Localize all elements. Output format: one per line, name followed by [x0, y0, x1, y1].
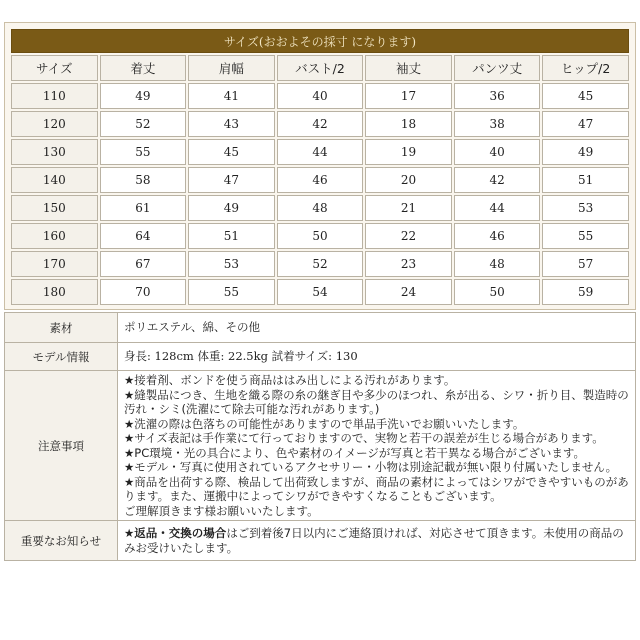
- size-value: 170: [11, 251, 98, 277]
- measurement-cell: 53: [188, 251, 275, 277]
- size-row: [11, 83, 629, 109]
- measurement-cell: 58: [100, 167, 187, 193]
- size-value: 110: [11, 83, 98, 109]
- size-value: 180: [11, 279, 98, 305]
- size-row: [11, 139, 629, 165]
- measurement-cell: 61: [100, 195, 187, 221]
- measurement-cell: 48: [277, 195, 364, 221]
- size-row: [11, 167, 629, 193]
- size-row: [11, 279, 629, 305]
- measurement-cell: 51: [542, 167, 629, 193]
- size-row: [11, 223, 629, 249]
- measurement-cell: 54: [277, 279, 364, 305]
- size-value: 140: [11, 167, 98, 193]
- measurement-cell: 18: [365, 111, 452, 137]
- note-item: ★縫製品につき、生地を織る際の糸の継ぎ目や多少のほつれ、糸が出る、シワ・折り目、製造時の汚れ・シミ(洗濯にて除去可能な汚れがあります。): [124, 387, 629, 416]
- model-value: 身長: 128cm 体重: 22.5kg 試着サイズ: 130: [118, 343, 636, 371]
- measurement-cell: 59: [542, 279, 629, 305]
- important-rest: はご到着後7日以内にご連絡頂ければ、対応させて頂きます。未使用の商品のみお受けいたします。: [124, 526, 624, 555]
- measurement-cell: 24: [365, 279, 452, 305]
- measurement-cell: 44: [277, 139, 364, 165]
- size-table-body: [11, 83, 629, 305]
- size-table-header-row: [11, 55, 629, 81]
- size-value: 120: [11, 111, 98, 137]
- material-row: [5, 313, 636, 343]
- measurement-cell: 53: [542, 195, 629, 221]
- note-item: ★サイズ表記は手作業にて行っておりますので、実物と若干の誤差が生じる場合があります。: [124, 431, 604, 445]
- size-value: 130: [11, 139, 98, 165]
- size-row: [11, 195, 629, 221]
- measurement-cell: 47: [188, 167, 275, 193]
- measurement-cell: 45: [188, 139, 275, 165]
- notes-label: 注意事項: [5, 371, 118, 521]
- measurement-cell: 49: [188, 195, 275, 221]
- measurement-cell: 44: [454, 195, 541, 221]
- size-header-cell: 肩幅: [188, 55, 275, 81]
- model-label: モデル情報: [5, 343, 118, 371]
- note-item: ★接着剤、ボンドを使う商品ははみ出しによる汚れがあります。: [124, 373, 456, 387]
- measurement-cell: 46: [277, 167, 364, 193]
- measurement-cell: 57: [542, 251, 629, 277]
- size-header-cell: 袖丈: [365, 55, 452, 81]
- measurement-cell: 23: [365, 251, 452, 277]
- material-label: 素材: [5, 313, 118, 343]
- model-row: [5, 343, 636, 371]
- important-label: 重要なお知らせ: [5, 521, 118, 561]
- measurement-cell: 50: [454, 279, 541, 305]
- size-table-caption: サイズ(おおよその採寸 になります): [11, 29, 629, 53]
- measurement-cell: 40: [454, 139, 541, 165]
- info-table: [4, 312, 636, 561]
- measurement-cell: 40: [277, 83, 364, 109]
- note-item: ご理解頂きます様お願いいたします。: [124, 503, 319, 518]
- size-row: [11, 111, 629, 137]
- measurement-cell: 38: [454, 111, 541, 137]
- measurement-cell: 21: [365, 195, 452, 221]
- note-item: ★商品を出荷する際、検品して出荷致しますが、商品の素材によってはシワができやすいものがあります。また、運搬中によってシワができやすくなることもございます。: [124, 474, 629, 503]
- measurement-cell: 55: [542, 223, 629, 249]
- size-header-cell: ヒップ/2: [542, 55, 629, 81]
- size-value: 160: [11, 223, 98, 249]
- measurement-cell: 48: [454, 251, 541, 277]
- note-item: ★PC環境・光の具合により、色や素材のイメージが写真と若干異なる場合がございます。: [124, 445, 586, 460]
- measurement-cell: 67: [100, 251, 187, 277]
- measurement-cell: 17: [365, 83, 452, 109]
- size-header-cell: 着丈: [100, 55, 187, 81]
- important-bold: ★返品・交換の場合: [124, 526, 227, 540]
- measurement-cell: 36: [454, 83, 541, 109]
- notes-list: [118, 371, 636, 521]
- measurement-cell: 20: [365, 167, 452, 193]
- measurement-cell: 41: [188, 83, 275, 109]
- note-item: ★洗濯の際は色落ちの可能性がありますので単品手洗いでお願いいたします。: [124, 416, 525, 431]
- measurement-cell: 55: [100, 139, 187, 165]
- measurement-cell: 19: [365, 139, 452, 165]
- note-item: ★モデル・写真に使用されているアクセサリー・小物は別途記載が無い限り付属いたしません。: [124, 460, 618, 474]
- measurement-cell: 47: [542, 111, 629, 137]
- important-value: [118, 521, 636, 561]
- size-header-cell: バスト/2: [277, 55, 364, 81]
- notes-row: [5, 371, 636, 521]
- size-value: 150: [11, 195, 98, 221]
- measurement-cell: 50: [277, 223, 364, 249]
- measurement-cell: 52: [277, 251, 364, 277]
- size-table: [9, 27, 631, 307]
- measurement-cell: 49: [542, 139, 629, 165]
- size-header-cell: サイズ: [11, 55, 98, 81]
- measurement-cell: 22: [365, 223, 452, 249]
- measurement-cell: 51: [188, 223, 275, 249]
- measurement-cell: 42: [454, 167, 541, 193]
- important-row: [5, 521, 636, 561]
- measurement-cell: 70: [100, 279, 187, 305]
- measurement-cell: 52: [100, 111, 187, 137]
- size-header-cell: パンツ丈: [454, 55, 541, 81]
- measurement-cell: 42: [277, 111, 364, 137]
- size-chart: [4, 22, 636, 310]
- measurement-cell: 46: [454, 223, 541, 249]
- measurement-cell: 49: [100, 83, 187, 109]
- measurement-cell: 64: [100, 223, 187, 249]
- measurement-cell: 43: [188, 111, 275, 137]
- material-value: ポリエステル、綿、その他: [118, 313, 636, 343]
- measurement-cell: 55: [188, 279, 275, 305]
- size-row: [11, 251, 629, 277]
- measurement-cell: 45: [542, 83, 629, 109]
